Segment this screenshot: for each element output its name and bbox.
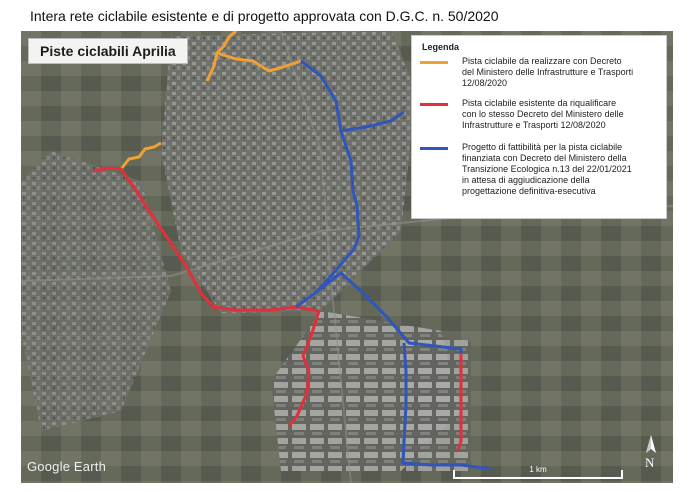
legend-line: finanziata con Decreto del Ministero della [462, 153, 627, 163]
legend-line: in attesa di aggiudicazione della [462, 175, 590, 185]
legend-line: Pista ciclabile esistente da riqualificare [462, 98, 617, 108]
legend-line: Progetto di fattibilità per la pista ciclabile [462, 142, 623, 152]
blue-route-main[interactable] [296, 61, 359, 307]
scale-tick [453, 470, 455, 479]
red-route-west[interactable] [93, 168, 296, 310]
legend-item-orange [418, 56, 662, 92]
orange-route-north-branch[interactable] [217, 53, 301, 71]
google-earth-watermark: Google Earth [27, 459, 107, 474]
legend-line: Pista ciclabile da realizzare con Decreto [462, 56, 622, 66]
red-route-south[interactable] [289, 307, 319, 426]
blue-route-loop[interactable] [403, 343, 491, 469]
scale-tick [621, 470, 623, 479]
scale-line [453, 477, 623, 479]
legend-item-blue [418, 142, 662, 202]
north-arrow-icon [641, 435, 661, 469]
map-title: Piste ciclabili Aprilia [28, 38, 188, 64]
blue-route-east-branch[interactable] [341, 112, 404, 131]
legend-item-red [418, 98, 662, 134]
red-route-east[interactable] [458, 351, 461, 451]
legend-item-text [462, 142, 666, 197]
scale-label: 1 km [529, 465, 547, 474]
legend-item-text [462, 56, 666, 89]
orange-line-swatch [420, 61, 448, 64]
legend-line: del Ministero delle Infrastrutture e Trasporti [462, 67, 634, 77]
legend [411, 35, 667, 219]
north-label: N [645, 455, 655, 470]
legend-line: 12/08/2020 [462, 78, 508, 88]
orange-route-north[interactable] [207, 31, 236, 81]
legend-item-text [462, 98, 666, 131]
page-title: Intera rete ciclabile esistente e di progetto approvata con D.G.C. n. 50/2020 [30, 8, 499, 24]
satellite-map[interactable] [21, 31, 673, 483]
legend-line: Transizione Ecologica n.13 del 22/01/2021 [462, 164, 632, 174]
legend-line: con lo stesso Decreto del Ministero delle [462, 109, 624, 119]
blue-line-swatch [420, 147, 448, 150]
legend-line: Infrastrutture e Trasporti 12/08/2020 [462, 120, 606, 130]
blue-route-south-east[interactable] [315, 273, 461, 353]
red-line-swatch [420, 103, 448, 106]
legend-line: progettazione definitiva-esecutiva [462, 186, 596, 196]
north-arrow-shape [641, 435, 661, 455]
orange-route-west[interactable] [121, 143, 161, 169]
scale-bar [453, 467, 623, 481]
legend-title: Legenda [422, 42, 460, 52]
